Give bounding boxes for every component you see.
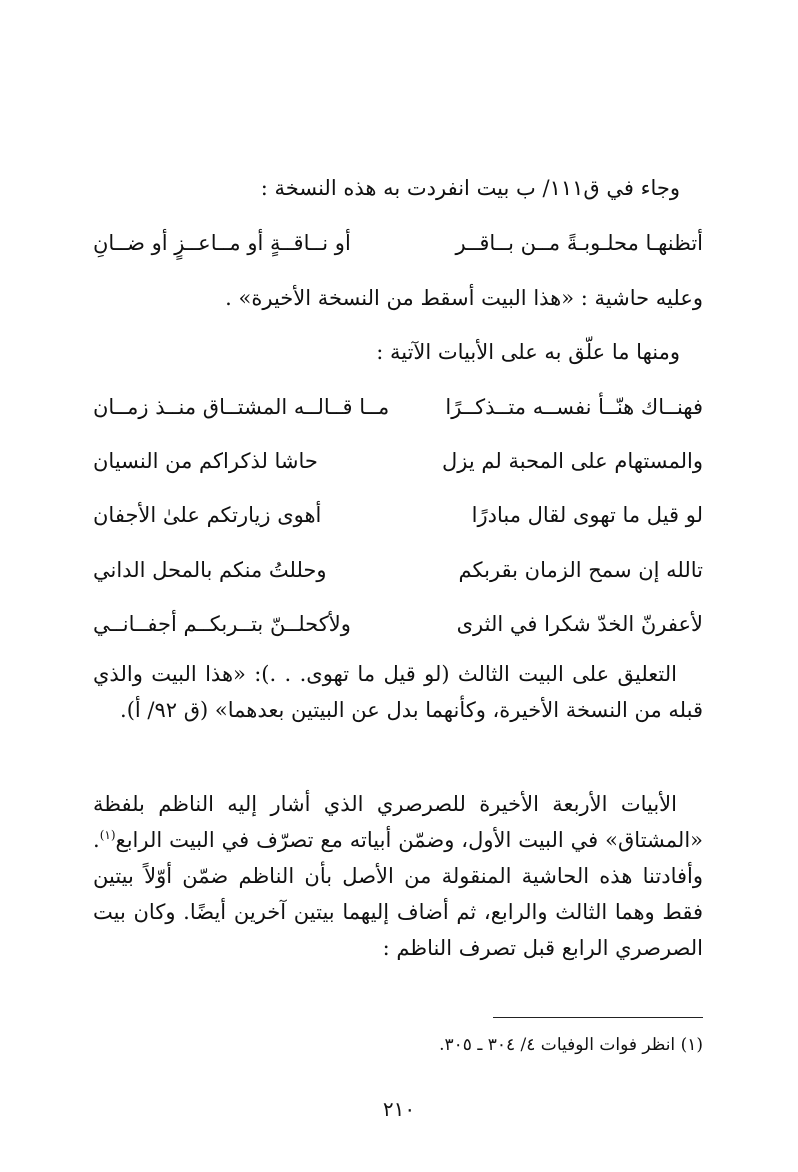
intro-line: وجاء في ق١١١/ ب بيت انفردت به هذه النسخة : [260, 176, 680, 200]
commentary-paragraph [93, 656, 703, 728]
verse-hemistich-right: لأعفرنّ الخدّ شكرا في الثرى [456, 612, 703, 636]
commentary-intro-line: ومنها ما علّق به على الأبيات الآتية : [376, 340, 680, 364]
page-number: ٢١٠ [382, 1097, 416, 1121]
main-paragraph [93, 786, 703, 966]
verse-hemistich-right: فهنــاك هنّــأ نفســه متــذكــرًا [445, 395, 703, 419]
footnote-divider [493, 1017, 703, 1018]
verse-hemistich-right: تالله إن سمح الزمان بقربكم [458, 558, 703, 582]
paragraph-text-part-2: . وأفادتنا هذه الحاشية المنقولة من الأصل بأن الناظم ضمّن أوّلاً بيتين فقط وهما الثالث والرابع، ثم أضاف إليهما بيتين آخرين أيضًا. وكان بيت الصرصري الرابع قبل تصرف الناظم : [93, 828, 703, 960]
verse-1-first-hemistich: أتظنهـا محلـوبـةً مــن بــاقــر [455, 231, 703, 255]
verse-hemistich-left: حاشا لذكراكم من النسيان [93, 449, 318, 473]
footnote-reference[interactable]: (١) [99, 828, 116, 842]
footnote [439, 1032, 703, 1058]
footnote-text: انظر فوات الوفيات ٤/ ٣٠٤ ـ ٣٠٥. [439, 1035, 676, 1055]
verse-hemistich-left: أهوى زيارتكم علىٰ الأجفان [93, 503, 322, 527]
verse-hemistich-right: لو قيل ما تهوى لقال مبادرًا [471, 503, 703, 527]
margin-note-line: وعليه حاشية : «هذا البيت أسقط من النسخة الأخيرة» . [225, 286, 703, 310]
verse-hemistich-right: والمستهام على المحبة لم يزل [442, 449, 703, 473]
verse-hemistich-left: ولأكحلــنّ بتــربكــم أجفــانــي [93, 612, 351, 636]
verse-1-second-hemistich: أو نــاقــةٍ أو مــاعــزٍ أو ضــانِ [93, 231, 351, 255]
footnote-number: (١) [680, 1035, 703, 1055]
verse-hemistich-left: مــا قــالــه المشتــاق منــذ زمــان [93, 395, 390, 419]
paragraph-text-part-1: الأبيات الأربعة الأخيرة للصرصري الذي أشار إليه الناظم بلفظة «المشتاق» في البيت الأول، وضمّن أبياته مع تصرّف في البيت الرابع [93, 792, 703, 852]
verse-hemistich-left: وحللتُ منكم بالمحل الداني [93, 558, 327, 582]
commentary-text: التعليق على البيت الثالث (لو قيل ما تهوى. . .): «هذا البيت والذي قبله من النسخة الأخيرة، وكأنهما بدل عن البيتين بعدهما» (ق ٩٢/ أ). [93, 662, 703, 722]
